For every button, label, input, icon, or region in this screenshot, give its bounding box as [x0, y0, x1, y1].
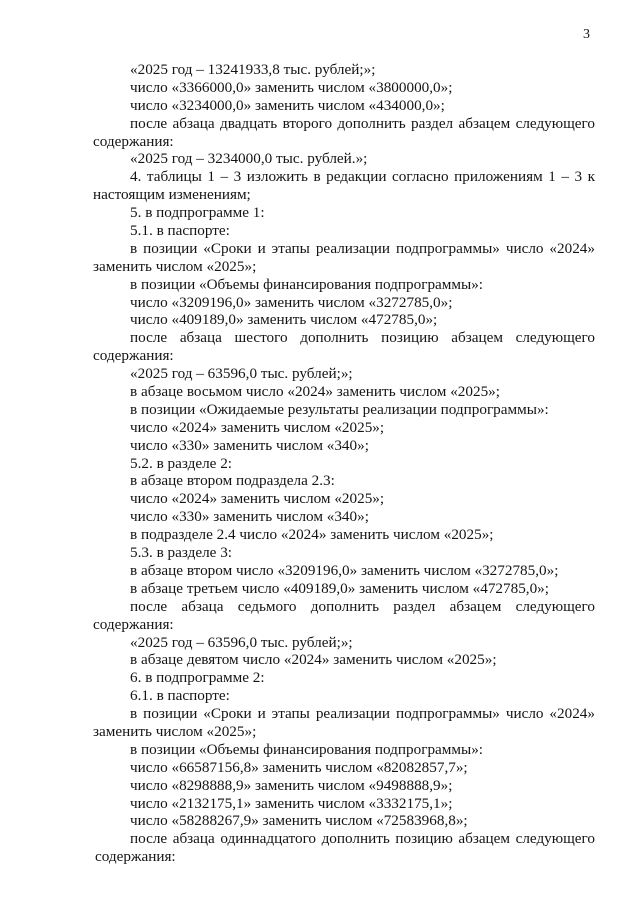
- text-line: 5.2. в разделе 2:: [130, 454, 233, 472]
- text-line: «2025 год – 13241933,8 тыс. рублей;»;: [130, 61, 376, 78]
- text-line: число «66587156,8» заменить числом «82082857,7»;: [130, 758, 468, 776]
- text-line: в абзаце девятом число «2024» заменить числом «2025»;: [130, 651, 497, 669]
- document-body: [93, 61, 595, 866]
- text-line: в абзаце третьем число «409189,0» заменить числом «472785,0»;: [130, 579, 549, 597]
- text-line: число «2132175,1» заменить числом «3332175,1»;: [130, 794, 453, 812]
- page-number: 3: [583, 27, 590, 42]
- text-line: содержания:: [95, 848, 176, 866]
- text-line: «2025 год – 63596,0 тыс. рублей;»;: [130, 365, 353, 383]
- text-line: число «330» заменить числом «340»;: [130, 508, 369, 526]
- text-line: число «330» заменить числом «340»;: [130, 436, 369, 454]
- text-line: число «58288267,9» заменить числом «72583968,8»;: [130, 812, 468, 830]
- text-line: в позиции «Сроки и этапы реализации подпрограммы» число «2024»: [130, 705, 595, 723]
- text-line: в позиции «Объемы финансирования подпрограммы»:: [130, 275, 484, 293]
- text-line: число «3234000,0» заменить числом «434000,0»;: [130, 96, 445, 114]
- text-line: 6. в подпрограмме 2:: [130, 669, 265, 687]
- text-line: в абзаце втором число «3209196,0» заменить числом «3272785,0»;: [130, 561, 559, 579]
- text-line: содержания:: [93, 132, 174, 150]
- text-line: в подразделе 2.4 число «2024» заменить числом «2025»;: [130, 526, 494, 544]
- text-line: после абзаца седьмого дополнить раздел абзацем следующего: [130, 597, 595, 615]
- text-line: «2025 год – 3234000,0 тыс. рублей.»;: [130, 150, 368, 168]
- text-line: в абзаце втором подраздела 2.3:: [130, 472, 335, 490]
- text-line: число «8298888,9» заменить числом «9498888,9»;: [130, 776, 453, 794]
- text-line: содержания:: [93, 347, 174, 365]
- text-line: настоящим изменениям;: [93, 186, 251, 204]
- text-line: число «2024» заменить числом «2025»;: [130, 418, 385, 436]
- text-line: число «2024» заменить числом «2025»;: [130, 490, 385, 508]
- text-line: 5.3. в разделе 3:: [130, 544, 233, 562]
- text-line: в позиции «Объемы финансирования подпрограммы»:: [130, 740, 484, 758]
- text-line: 5.1. в паспорте:: [130, 222, 230, 240]
- text-line: содержания:: [93, 615, 174, 633]
- text-line: 4. таблицы 1 – 3 изложить в редакции согласно приложениям 1 – 3 к: [130, 168, 595, 186]
- text-line: после абзаца двадцать второго дополнить раздел абзацем следующего: [130, 114, 595, 132]
- text-line: заменить числом «2025»;: [93, 257, 257, 275]
- text-line: в абзаце восьмом число «2024» заменить числом «2025»;: [130, 383, 500, 401]
- text-line: «2025 год – 63596,0 тыс. рублей;»;: [130, 633, 353, 651]
- text-line: заменить числом «2025»;: [93, 722, 257, 740]
- text-line: 5. в подпрограмме 1:: [130, 204, 265, 222]
- text-line: число «409189,0» заменить числом «472785,0»;: [130, 311, 438, 329]
- text-line: число «3209196,0» заменить числом «3272785,0»;: [130, 293, 453, 311]
- text-line: после абзаца одиннадцатого дополнить позицию абзацем следующего: [130, 830, 595, 848]
- text-line: после абзаца шестого дополнить позицию абзацем следующего: [130, 329, 595, 347]
- text-line: в позиции «Ожидаемые результаты реализации подпрограммы»:: [130, 400, 549, 418]
- text-line: 6.1. в паспорте:: [130, 687, 230, 705]
- text-line: число «3366000,0» заменить числом «3800000,0»;: [130, 78, 453, 96]
- text-line: в позиции «Сроки и этапы реализации подпрограммы» число «2024»: [130, 239, 595, 257]
